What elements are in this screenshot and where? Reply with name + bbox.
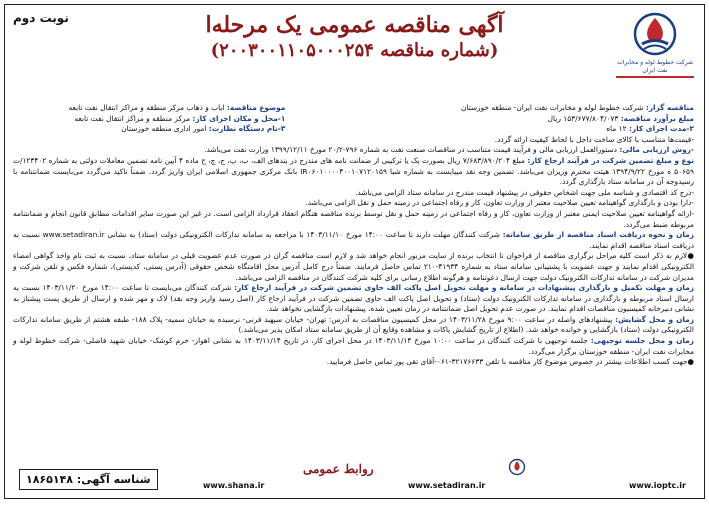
subject-value: ایاب و ذهاب مرکز منطقه و مراکز انتقال نفت تابعه bbox=[68, 103, 225, 112]
estimate-row bbox=[299, 114, 694, 125]
website-links bbox=[203, 481, 686, 490]
supervisor-label: ۳-نام دستگاه نظارت: bbox=[208, 124, 286, 134]
summary-right bbox=[299, 103, 694, 135]
duration-value: ۱۲ ماه bbox=[606, 124, 627, 134]
tender-advertisement bbox=[4, 4, 705, 499]
paragraph-label: زمان و نحوه دریافت اسناد مناقصه از طریق سامانه: bbox=[502, 230, 694, 240]
employer-value: شرکت خطوط لوله و مخابرات نفت ایران- منطقه خوزستان bbox=[460, 103, 644, 112]
body-paragraphs bbox=[13, 135, 694, 368]
company-emblem-icon bbox=[632, 11, 678, 57]
paragraph-text: مبلغ ۷/۶۸۳/۸۹۰/۲۰۴ ریال بصورت یک یا ترکیبی از ضمانت نامه های مندرج در بندهای الف، ب، پ، ج، چ، ح ماده ۴ آیین نامه تضمین معاملات دولتی به شماره ۱۲۳۴۰۲/ت ۵۰۶۵۹ ه مورخ ۱۳۹۴/۹/۲۲ هیئت محترم وزیران می‌باشد. تضمین وجه نقد میبایست به شماره شبا IR۰۶۰۱۰۰۰۰۴۰۰۱۰۷۱۲۰۱۵۹ بانک مرکزی جمهوری اسلامی ایران واریز گردد. ضمناً تاکید می‌گردد می‌بایست ضمانتنامه با رسیدوجه آن در سامانه ستاد بارگذاری گردد. bbox=[13, 155, 694, 187]
content bbox=[13, 103, 694, 368]
paragraph-text: جلسه توجیهی با شرکت کنندگان در ساعت ۱۰:۰۰ مورخ ۱۴۰۳/۱۱/۱۴ در محل اجرای کار، در تاریخ ۱۴۰۳/۱۱/۱۴ به نشانی اهواز- خرم کوشک- خیابان شهید فاضلی- شرکت خطوط لوله و مخابرات نفت ایران- منطقه خوزستان برگزار می‌گردد. bbox=[13, 336, 694, 356]
location-label: ۱-محل و مکان اجرای کار: bbox=[192, 113, 286, 123]
paragraph-text: ●لازم به ذکر است کلیه مراحل برگزاری مناقصه از فراخوان تا انتخاب برنده از سایت مزبور انجام خواهد شد و لازم است مناقصه گران در صورت عدم عضویت قبلی در سامانه ستاد، نسبت به ثبت نام واخذ گواهی امضاء الکترونیکی اقدام نمایند و جهت عضویت با پشتیبانی سامانه ستاد به شماره ۴۱۹۳۴-۲۱۰ تماس حاصل فرمایند. ضمناً درج کامل آدرس محل اقامتگاه شخص حقوقی (آدرس پستی، کدپستی)، شماره فکس و تلفن شرکت و مدیران شرکت در سامانه تدارکات الکترونیک دولت جهت ارسال دعوتنامه و هرگونه اطلاع رسانی برای کلیه شرکت کنندگان در مناقصه الزامی می‌باشد. bbox=[13, 251, 695, 282]
url-shana-link[interactable]: www.shana.ir bbox=[203, 481, 265, 490]
body-paragraph bbox=[13, 209, 694, 230]
employer-label: مناقصه گزار: bbox=[645, 103, 694, 112]
ad-number: شناسه آگهی: ۱۸۶۵۱۴۸ bbox=[19, 469, 158, 490]
body-paragraph bbox=[13, 198, 694, 209]
location-value: مرکز منطقه و مراکز انتقال نفت تابعه bbox=[74, 113, 191, 123]
subject-row bbox=[13, 103, 285, 114]
body-paragraph bbox=[13, 315, 694, 336]
body-paragraph bbox=[13, 283, 694, 315]
body-paragraph bbox=[13, 135, 694, 146]
paragraph-text: -دارا بودن و بارگذاری گواهینامه تعیین صلاحیت معتبر از وزارت تعاون، کار و رفاه اجتماعی در زمینه حمل و نقل الزامی می‌باشد. bbox=[305, 198, 694, 208]
paragraph-label: زمان و محل گشایش: bbox=[615, 314, 694, 324]
body-paragraph bbox=[13, 357, 694, 368]
supervisor-value: امور اداری منطقه خوزستان bbox=[121, 124, 207, 134]
body-paragraph bbox=[13, 336, 694, 357]
paragraph-text: پیشنهادهای واصله در ساعت ۹:۰۰ مورخ ۱۴۰۳/۱۱/۲۸ در محل کمیسیون مناقصات به آدرس: تهران- خیابان سپهبد قرنی- نرسیده به خیابان سمیه- پلاک ۱۸۸- طبقه هشتم از طریق سامانه تدارکات الکترونیکی دولت (ستاد) بازگشایی و خوانده خواهد شد. (اطلاع از تاریخ گشایش پاکات و مشاهده وقایع آن از طریق سامانه ستاد امکان پذیر می‌باشد.) bbox=[13, 314, 694, 335]
url-ioptc-link[interactable]: www.ioptc.ir bbox=[629, 481, 686, 490]
location-row bbox=[13, 114, 285, 125]
footer bbox=[13, 454, 696, 494]
estimate-value: ۱۵۳/۶۷۷/۸۰۴/۰۷۳ ریال bbox=[547, 113, 619, 123]
duration-row bbox=[299, 124, 694, 135]
paragraph-text: ●جهت کسب اطلاعات بیشتر در خصوص موضوع کار مناقصه با تلفن ۳۲۱۷۶۶۳۳-۰۶۱-آقای تقی پور تماس حاصل فرمایید. bbox=[326, 357, 694, 367]
round-badge: نوبت دوم bbox=[13, 11, 69, 25]
paragraph-label: -روش ارزیابی مالی: bbox=[619, 145, 694, 155]
header bbox=[105, 11, 604, 63]
paragraph-text: شرکت کنندگان مهلت دارند تا ساعت ۱۴:۰۰ مورخ ۱۴۰۳/۱۱/۱۰ با مراجعه به سامانه تدارکات الکترونیکی دولت (ستاد) به نشانی www.setadiran.ir نسبت به دریافت اسناد مناقصه اقدام نمایند. bbox=[13, 230, 694, 250]
public-relations: روابط عمومی bbox=[303, 462, 374, 476]
summary-left bbox=[13, 103, 285, 135]
paragraph-label: زمان و مهلت تکمیل و بارگذاری پیشنهادات در سامانه و مهلت تحویل اصل پاکت الف حاوی تضمین شرکت در فرآیند ارجاع کار: bbox=[234, 283, 694, 293]
summary-block bbox=[13, 103, 694, 135]
employer-row bbox=[299, 103, 694, 114]
supervisor-row bbox=[13, 124, 285, 135]
page-title: آگهی مناقصه عمومی یک مرحله‌ا bbox=[205, 12, 504, 38]
paragraph-text: شرکت کنندگان می‌بایست تا ساعت ۱۴:۰۰ مورخ ۱۴۰۳/۱۱/۲۰ نسبت به ارسال اسناد مربوطه و بارگذاری در سامانه تدارکات الکترونیک دولت (ستاد) و تحویل اصل پاکت الف حاوی تضمین شرکت در فرآیند ارجاع کار (اصل رسید واریز وجه نقد) لاک و مهر شده و ارسال از طریق پست پیشتاز به نشانی دبیرخانه کمیسیون مناقصات اقدام نمایند. در صورت عدم تحویل اصل ضمانتنامه در زمان تعیین شده، پیشنهادات بازگشایی نخواهد شد. bbox=[13, 283, 694, 314]
footer-emblem-icon bbox=[508, 458, 526, 476]
duration-label: ۲-مدت اجرای کار: bbox=[628, 124, 694, 134]
paragraph-label: نوع و مبلغ تضمین شرکت در فرآیند ارجاع کار: bbox=[527, 155, 694, 165]
url-setadiran-link[interactable]: www.setadiran.ir bbox=[408, 481, 486, 490]
estimate-label: مبلغ برآورد مناقصه: bbox=[620, 113, 694, 123]
body-paragraph bbox=[13, 230, 694, 251]
paragraph-text: -درج کد اقتصادی و شناسه ملی جهت اشخاص حقوقی در پیشنهاد قیمت مندرج در سامانه ستاد الزامی می‌باشد. bbox=[355, 187, 694, 197]
paragraph-text: -ارائه گواهینامه تعیین صلاحیت ایمنی معتبر از وزارت تعاون، کار و رفاه اجتماعی در زمینه حمل و نقل توسط برنده مناقصه هنگام انعقاد قرارداد الزامی است. در غیر این صورت سایر اقدامات مطابق قانون انجام و ضمانتنامه مربوطه ضبط می‌گردد. bbox=[13, 208, 694, 229]
body-paragraph bbox=[13, 188, 694, 199]
body-paragraph bbox=[13, 156, 694, 188]
logo-caption: شرکت خطوط لوله و مخابرات نفت ایران bbox=[616, 59, 694, 78]
paragraph-text: -قیمت‌ها متناسب با کالای ساخت داخل با لحاظ کیفیت ارائه گردد. bbox=[494, 134, 694, 144]
paragraph-text: دستورالعمل ارزیابی مالی و فرآیند قیمت متناسب در مناقصات صنعت نفت به شماره ۷۹۶-۲۰/۲ مورخ ۱۳۹۹/۱۲/۱۱ وزارت نفت می‌باشد. bbox=[204, 145, 617, 155]
company-logo bbox=[616, 11, 694, 78]
body-paragraph bbox=[13, 251, 694, 283]
tender-number: (شماره مناقصه ۲۰۰۳۰۰۱۱۰۵۰۰۰۲۵۴) bbox=[210, 40, 499, 61]
paragraph-label: زمان و محل جلسه توجیهی: bbox=[590, 336, 694, 346]
body-paragraph bbox=[13, 145, 694, 156]
subject-label: موضوع مناقصه: bbox=[226, 103, 286, 112]
